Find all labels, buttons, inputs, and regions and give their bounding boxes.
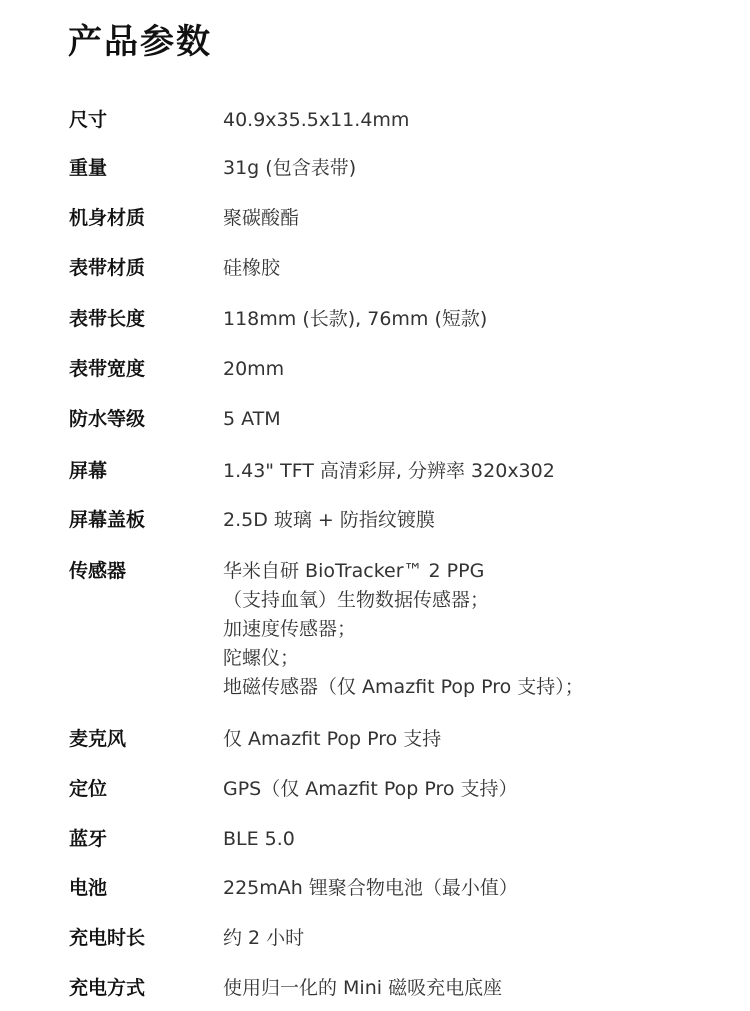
spec-label: 重量 [69,157,108,179]
spec-value [223,458,555,487]
spec-value [223,205,299,234]
spec-label: 传感器 [69,560,127,582]
spec-value-line: 5 ATM [223,408,281,430]
spec-label: 表带长度 [69,308,146,330]
spec-value-line: 20mm [223,358,285,380]
spec-value-line: 118mm (长款), 76mm (短款) [223,308,488,330]
spec-value-line: 陀螺仪； [223,647,300,669]
spec-value [223,975,502,1004]
spec-value [223,107,409,136]
spec-label: 麦克风 [69,728,127,750]
spec-label: 表带宽度 [69,358,146,380]
spec-label: 机身材质 [69,207,146,229]
spec-value [223,925,304,954]
spec-label: 表带材质 [69,257,146,279]
spec-value [223,776,518,805]
page-title: 产品参数 [68,22,212,62]
spec-value-line: 仅 Amazfit Pop Pro 支持 [223,728,442,750]
spec-label: 蓝牙 [69,828,108,850]
spec-label: 电池 [69,877,108,899]
spec-value-line: 使用归一化的 Mini 磁吸充电底座 [223,977,503,999]
spec-value [223,826,295,855]
spec-value-line: 225mAh 锂聚合物电池（最小值） [223,877,518,899]
spec-value [223,875,518,904]
spec-label: 尺寸 [69,109,108,131]
spec-value [223,507,435,536]
spec-value [223,558,584,703]
spec-value-line: 40.9x35.5x11.4mm [223,109,410,131]
spec-value-line: （支持血氧）生物数据传感器； [223,589,490,611]
spec-value-line: 聚碳酸酯 [223,207,300,229]
spec-value-line: GPS（仅 Amazfit Pop Pro 支持） [223,778,518,800]
spec-value [223,356,284,385]
spec-value [223,255,280,284]
spec-value [223,155,356,184]
spec-value [223,726,441,755]
spec-label: 充电时长 [69,927,146,949]
spec-value-line: 华米自研 BioTracker™ 2 PPG [223,560,485,582]
spec-value-line: 1.43" TFT 高清彩屏, 分辨率 320x302 [223,460,555,482]
spec-value-line: 地磁传感器（仅 Amazfit Pop Pro 支持）； [223,676,584,698]
spec-value-line: 2.5D 玻璃 + 防指纹镀膜 [223,509,435,531]
spec-label: 屏幕盖板 [69,509,146,531]
spec-value-line: 31g (包含表带) [223,157,357,179]
spec-label: 充电方式 [69,977,146,999]
spec-value-line: 加速度传感器； [223,618,357,640]
spec-label: 定位 [69,778,108,800]
spec-label: 屏幕 [69,460,108,482]
spec-value-line: BLE 5.0 [223,828,295,850]
spec-value [223,306,487,335]
spec-value-line: 约 2 小时 [223,927,305,949]
spec-value [223,406,281,435]
spec-label: 防水等级 [69,408,146,430]
spec-value-line: 硅橡胶 [223,257,281,279]
